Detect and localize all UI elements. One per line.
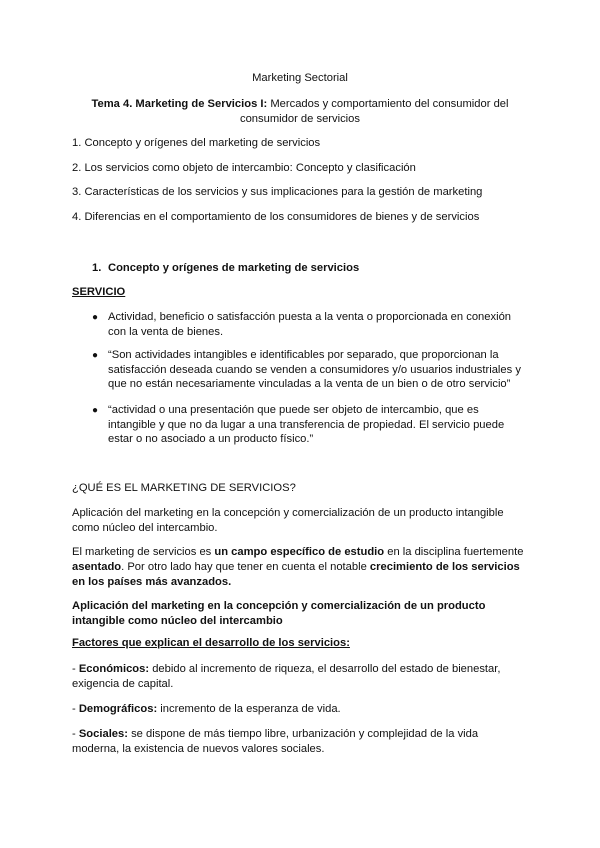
- bullet-icon: ●: [92, 350, 99, 361]
- bullet-icon: ●: [92, 312, 99, 323]
- toc-item-2: 2. Los servicios como objeto de intercambio: Concepto y clasificación: [72, 162, 416, 174]
- section-1-number: 1.: [92, 262, 102, 274]
- factor-label: Económicos:: [78, 663, 150, 675]
- toc-item-4: 4. Diferencias en el comportamiento de los consumidores de bienes y de servicios: [72, 211, 480, 223]
- document-title: Marketing Sectorial: [252, 72, 348, 84]
- section-1-heading: Concepto y orígenes de marketing de servicios: [108, 262, 360, 274]
- toc-item-1: 1. Concepto y orígenes del marketing de servicios: [72, 137, 321, 149]
- servicio-subheading: SERVICIO: [72, 286, 126, 298]
- factor-sociales: [72, 727, 528, 757]
- factor-prefix: -: [72, 663, 79, 675]
- factor-text: se dispone de más tiempo libre, urbanización y complejidad de la vida moderna, la existencia de nuevos valores sociales.: [72, 728, 479, 755]
- marketing-paragraph-2: [72, 545, 524, 590]
- para2-text-2: en la disciplina fuertemente: [384, 546, 524, 558]
- marketing-bold-definition: Aplicación del marketing en la concepción y comercialización de un producto intangible como núcleo del intercambio: [72, 600, 486, 627]
- factor-demograficos: [72, 702, 524, 717]
- bullet-icon: ●: [92, 405, 99, 416]
- topic-heading-bold: Tema 4. Marketing de Servicios I:: [91, 98, 268, 110]
- servicio-bullet-1: Actividad, beneficio o satisfacción puesta a la venta o proporcionada en conexión con la venta de bienes.: [108, 311, 512, 338]
- topic-heading-rest: Mercados y comportamiento del consumidor del consumidor de servicios: [239, 98, 509, 125]
- para2-text-1: El marketing de servicios es: [72, 546, 215, 558]
- factor-label: Sociales:: [78, 728, 128, 740]
- factor-prefix: -: [72, 728, 79, 740]
- factor-text: debido al incremento de riqueza, el desarrollo del estado de bienestar, exigencia de capital.: [72, 663, 501, 690]
- factors-heading: Factores que explican el desarrollo de los servicios:: [72, 637, 350, 649]
- para2-text-3: . Por otro lado hay que tener en cuenta el notable: [121, 561, 370, 573]
- factor-economicos: [72, 662, 524, 692]
- servicio-bullet-2: “Son actividades intangibles e identificables por separado, que proporcionan la satisfacción deseada cuando se venden a consumidores y/o usuarios industriales y que no están necesariamente vinculadas a la venta de un bien o de otro servicio”: [108, 349, 521, 390]
- factor-prefix: -: [72, 703, 79, 715]
- marketing-definition: Aplicación del marketing en la concepción y comercialización de un producto intangible como núcleo del intercambio.: [72, 507, 504, 534]
- para2-bold-1: un campo específico de estudio: [214, 546, 385, 558]
- marketing-question: ¿QUÉ ES EL MARKETING DE SERVICIOS?: [72, 482, 296, 494]
- para2-bold-3: crecimiento de los servicios en los países más avanzados.: [72, 561, 520, 588]
- factor-text: incremento de la esperanza de vida.: [157, 703, 341, 715]
- toc-item-3: 3. Características de los servicios y sus implicaciones para la gestión de marketing: [72, 186, 483, 198]
- servicio-bullet-3: “actividad o una presentación que puede ser objeto de intercambio, que es intangible y que no da lugar a una transferencia de propiedad. El servicio puede estar o no asociado a un producto físico.”: [108, 404, 505, 445]
- topic-heading: [80, 97, 520, 127]
- factor-label: Demográficos:: [78, 703, 158, 715]
- para2-bold-2: asentado: [72, 561, 122, 573]
